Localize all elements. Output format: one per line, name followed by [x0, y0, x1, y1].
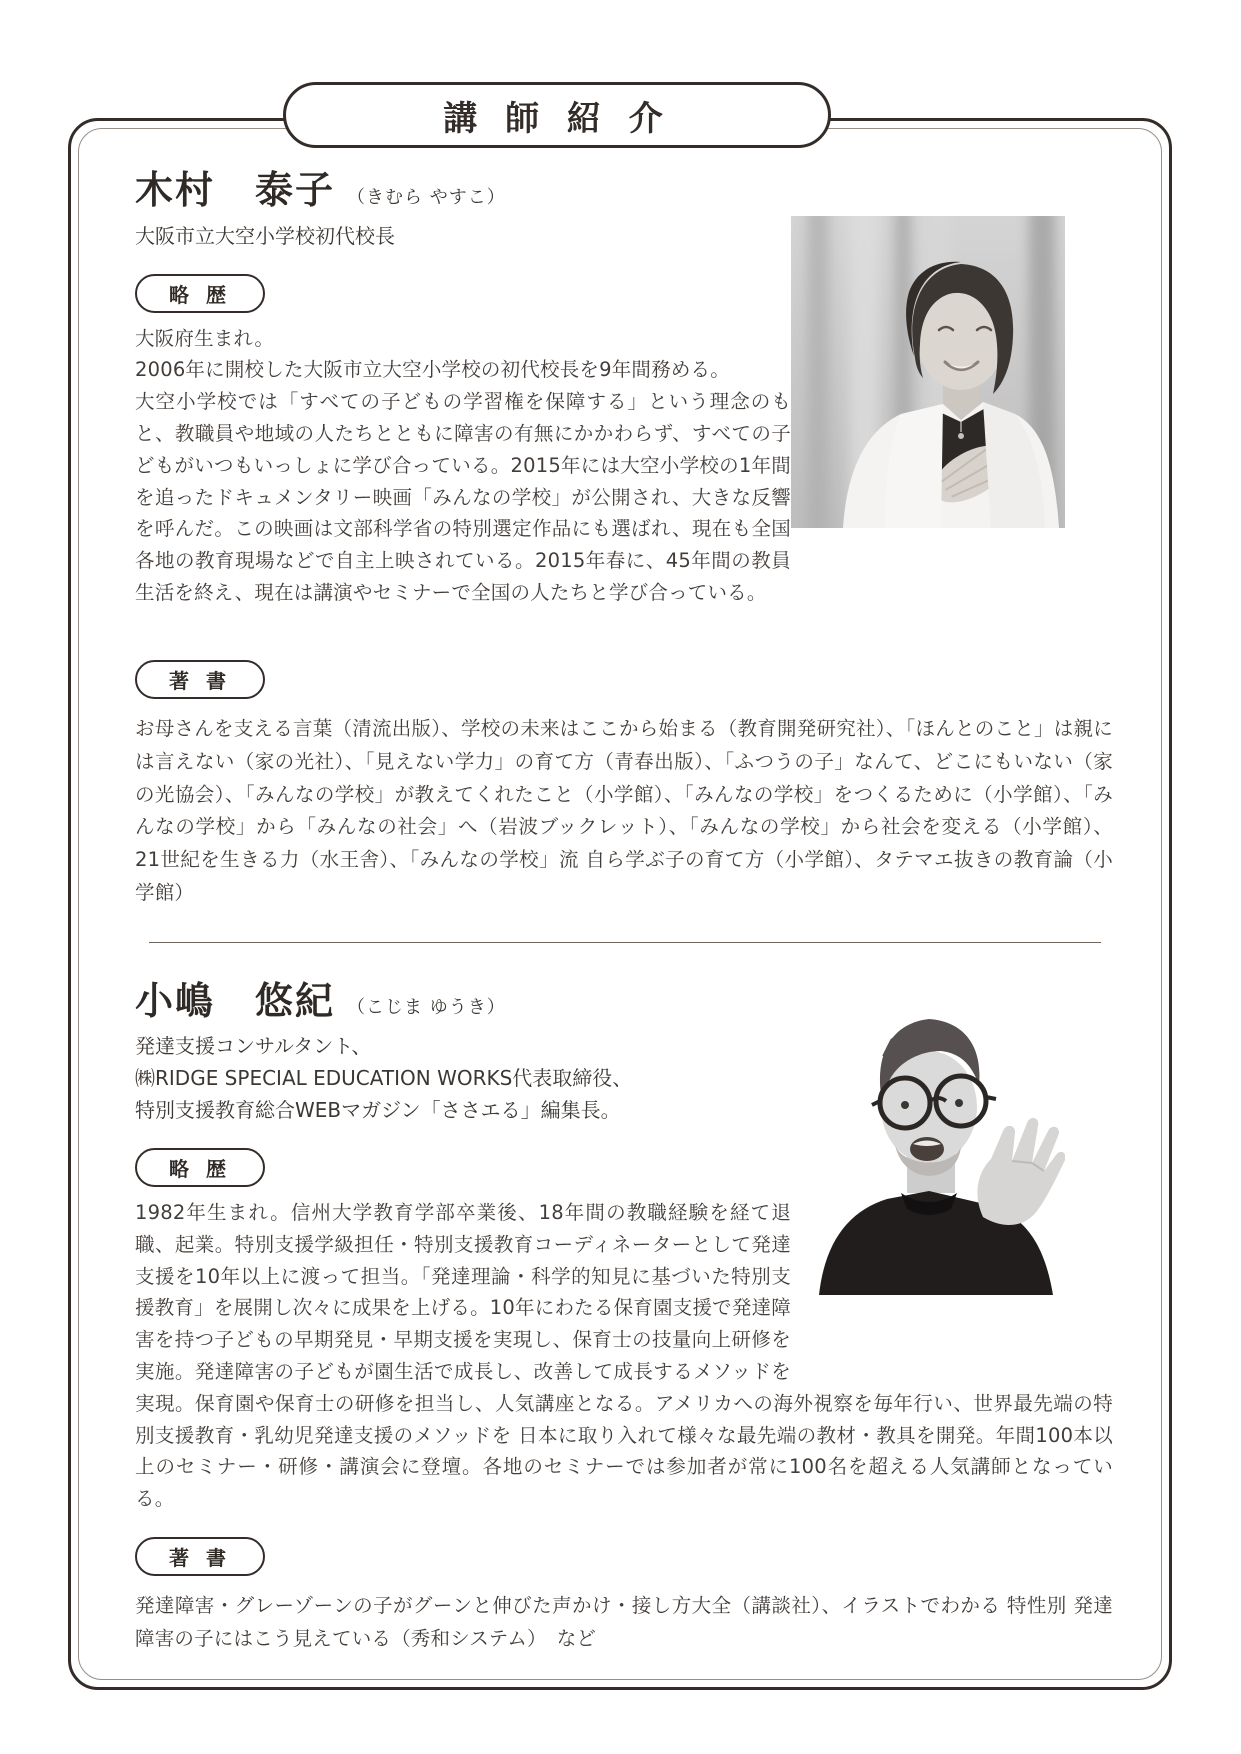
- career-badge: 略 歴: [135, 274, 265, 313]
- books-badge: 著 書: [135, 1537, 265, 1576]
- speaker-name: 小嶋 悠紀: [135, 978, 336, 1023]
- page-title-text: 講 師 紹 介: [443, 98, 671, 139]
- speaker-name-row: [135, 168, 791, 214]
- portrait-photo-kojima: [791, 965, 1065, 1295]
- speaker-role-line: 特別支援教育総合WEBマガジン「ささエる」編集長。: [135, 1098, 621, 1123]
- profile-kojima: [135, 979, 1113, 1656]
- books-text: お母さんを支える言葉（清流出版）、学校の未来はここから始まる（教育開発研究社）、「ほんとのこと」は親には言えない（家の光社）、「見えない学力」の育て方（青春出版）、「ふつうの子」なんて、どこにもいない（家の光協会）、「みんなの学校」が教えてくれたこと（小学館）、「みんなの学校」をつくるために（小学館）、「みんなの学校」から「みんなの社会」へ（岩波ブックレット）、「みんなの学校」から社会を変える（小学館）、21世紀を生きる力（水王舎）、「みんなの学校」流 自ら学ぶ子の育て方（小学館）、タテマエ抜きの教育論（小学館）: [135, 717, 1113, 904]
- speaker-role-line: ㈱RIDGE SPECIAL EDUCATION WORKS代表取締役、: [135, 1066, 633, 1091]
- portrait-kojima-illustration: [791, 965, 1065, 1295]
- speaker-role: 大阪市立大空小学校初代校長: [135, 223, 395, 248]
- profile-kimura: [135, 168, 1113, 910]
- books-text: 発達障害・グレーゾーンの子がグーンと伸びた声かけ・接し方大全（講談社）、イラストでわかる 特性別 発達障害の子にはこう見えている（秀和システム） など: [135, 1593, 1113, 1650]
- career-line: 2006年に開校した大阪市立大空小学校の初代校長を9年間務める。: [135, 358, 730, 382]
- speaker-name-kana: （こじま ゆうき）: [347, 997, 506, 1019]
- career-line: 大阪府生まれ。: [135, 326, 275, 350]
- speaker-name-row: [135, 979, 791, 1025]
- speaker-role-line: 発達支援コンサルタント、: [135, 1034, 372, 1059]
- books-badge: 著 書: [135, 660, 265, 699]
- portrait-kimura-illustration: [791, 216, 1065, 528]
- career-line: 1982年生まれ。信州大学教育学部卒業後、18年間の教職経験を経て退職、起業。特別支援学級担任・特別支援教育コーディネーターとして発達支援を10年以上に渡って担当。「発達理論・科学的知見に基づいた特別支援教育」を展開し次々に成果を上げる。10年にわたる保育園支援で発達障害を持つ子どもの早期発見・早期支援を実現し、保育士の技量向上研修を実施。発達障害の子どもが園生活で成長し、改善して成長するメソッドを実現。保育園や保育士の研修を担当し、人気講座となる。アメリカへの海外視察を毎年行い、世界最先端の特別支援教育・乳幼児発達支援のメソッドを 日本に取り入れて様々な最先端の教材・教具を開発。年間100本以上のセミナー・研修・講演会に登壇。各地のセミナーでは参加者が常に100名を超える人気講師となっている。: [135, 1201, 1113, 1511]
- page-title: [283, 82, 831, 148]
- career-badge: 略 歴: [135, 1148, 265, 1187]
- career-line: 大空小学校では「すべての子どもの学習権を保障する」という理念のもと、教職員や地域の人たちとともに障害の有無にかかわらず、すべての子どもがいつもいっしょに学び合っている。2015年には大空小学校の1年間を追ったドキュメンタリー映画「みんなの学校」が公開され、大きな反響を呼んだ。この映画は文部科学省の特別選定作品にも選ばれ、現在も全国各地の教育現場などで自主上映されている。2015年春に、45年間の教員生活を終え、現在は講演やセミナーで全国の人たちと学び合っている。: [135, 390, 791, 604]
- speaker-name: 木村 泰子: [135, 168, 336, 212]
- speaker-name-kana: （きむら やすこ）: [347, 186, 506, 208]
- page-content: [135, 168, 1113, 1655]
- section-divider: [149, 942, 1101, 943]
- portrait-photo-kimura: [791, 216, 1065, 528]
